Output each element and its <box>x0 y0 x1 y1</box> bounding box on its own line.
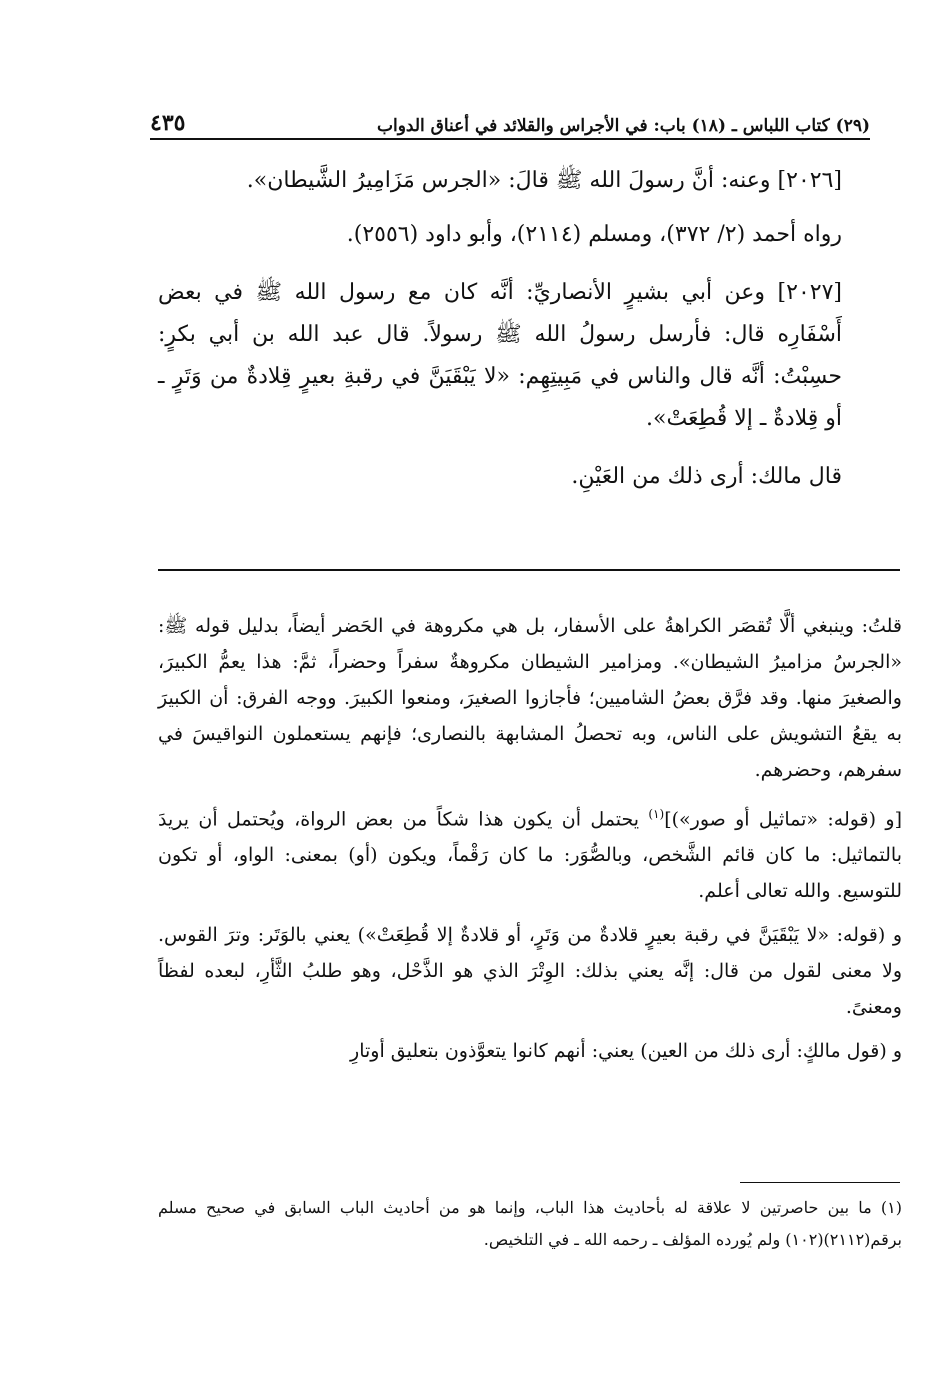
hadith-2026: [٢٠٢٦] وعنه: أنَّ رسولَ الله ﷺ قالَ: «الجرس مَزَامِيرُ الشَّيطان». <box>246 168 842 193</box>
commentary-paragraph: و (قول مالكٍ: أرى ذلك من العين) يعني: أنهم كانوا يتعوَّذون بتعليق أوتارِ <box>350 1040 902 1063</box>
header-rule <box>150 138 870 140</box>
footnote-rule <box>740 1182 900 1183</box>
commentary-paragraph: و (قوله: «لا يَبْقَيَنَّ في رقبة بعيرٍ قلادةٌ من وَتَرٍ، أو قلادةٌ إلا قُطِعَتْ») يعني بالوَتَر: وترَ القوس. ولا معنى لقول من قال: إنَّه يعني بذلك: الوِتْرَ الذي هو الذَّحْل، وهو طلبُ الثَّأرِ، لبعده لفظاً ومعنىً. <box>158 924 902 1019</box>
hadith-text <box>158 160 842 498</box>
section-divider <box>158 569 900 571</box>
header-title: (٢٩) كتاب اللباس ـ (١٨) باب: في الأجراس والقلائد في أعناق الدواب <box>376 116 870 136</box>
commentary-paragraph: قلتُ: وينبغي ألَّا تُقصَر الكراهةُ على الأسفار، بل هي مكروهة في الحَضر أيضاً، بدليل قوله ﷺ: «الجرسُ مزاميرُ الشيطان». ومزامير الشيطان مكروهةٌ سفراً وحضراً، ثمَّ: هذا يعمُّ الكبيرَ، والصغيرَ منها. وقد فرَّق بعضُ الشاميين؛ فأجازوا الصغيرَ، ومنعوا الكبيرَ. ووجه الفرق: أن الكبيرَ به يقعُ التشويش على الناس، وبه تحصلُ المشابهة بالنصارى؛ فإنهم يستعملون النواقيسَ في سفرهم، وحضرهم. <box>158 615 902 781</box>
commentary-quote: [و (قوله: «تماثيل أو صور»)] <box>664 808 902 831</box>
commentary-paragraph <box>158 796 902 909</box>
hadith-2027: [٢٠٢٧] وعن أبي بشيرٍ الأنصاريِّ: أنَّه كان مع رسول الله ﷺ في بعض أَسْفَارِه قال: فأرسل رسولُ الله ﷺ رسولاً. قال عبد الله بن أبي بكرٍ: حسِبْتُ: أنَّه قال والناس في مَبِيتِهِم: «لا يَبْقَيَنَّ في رقبةِ بعيرٍ قِلادةٌ من وَتَرٍ ـ أو قِلادةٌ ـ إلا قُطِعَتْ». <box>158 280 842 431</box>
footnote <box>158 1192 902 1256</box>
commentary <box>158 608 902 1077</box>
footnote-text: (١) ما بين حاصرتين لا علاقة له بأحاديث هذا الباب، وإنما هو من أحاديث الباب السابق في صحيح مسلم برقم(٢١١٢)(١٠٢) ولم يُورده المؤلف ـ رحمه الله ـ في التلخيص. <box>158 1198 902 1249</box>
footnote-marker: (١) <box>648 807 665 821</box>
commentary-text: يحتمل أن يكون هذا شكاً من بعض الرواة، ويُحتمل أن يريدَ بالتماثيل: ما كان قائم الشَّخص، وبالصُّوَر: ما كان رَقْماً، ويكون (أو) بمعنى: الواو، أو تكون للتوسيع. والله تعالى أعلم. <box>158 808 902 903</box>
running-header <box>150 96 870 136</box>
page-number: ٤٣٥ <box>150 110 186 136</box>
hadith-2026-source: رواه أحمد (٢/ ٣٧٢)، ومسلم (٢١١٤)، وأبو داود (٢٥٥٦). <box>346 222 842 247</box>
malik-saying: قال مالك: أرى ذلك من العَيْنِ. <box>571 464 842 489</box>
